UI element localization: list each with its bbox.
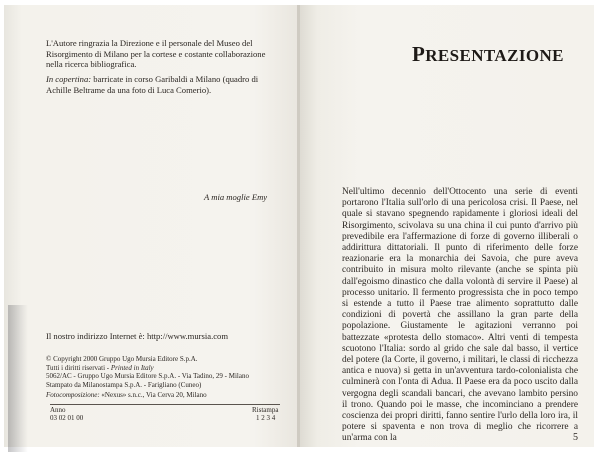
reprint-numbers: 1 2 3 4 xyxy=(256,414,276,422)
title-initial: P xyxy=(412,42,426,66)
cover-label: In copertina: xyxy=(46,74,92,84)
chapter-title xyxy=(412,42,564,67)
typesetting-label: Fotocomposizione: xyxy=(46,391,100,400)
left-page xyxy=(4,5,298,447)
title-rest: RESENTAZIONE xyxy=(425,46,564,65)
edition-rule xyxy=(50,404,280,405)
reprint-label: Ristampa xyxy=(252,406,279,414)
page-shadow xyxy=(8,305,28,452)
presentation-body: Nell'ultimo decennio dell'Ottocento una serie di eventi portarono l'Italia sull'orlo di una pericolosa crisi. Il Paese, nel quale si stavano spegnendo rapidamente i gloriosi ideali del Risorgimento, scivolava su una china il cui punto d'arrivo più prevedibile era l'affermazione di forze di governo illiberali o addirittura dittatoriali. Il punto di riferimento delle forze reazionarie era la monarchia dei Savoia, che pure aveva contribuito in misura molto rilevante (anche se spinta più dall'egoismo dinastico che dalla volontà di servire il Paese) al processo unitario. Il fermento progressista che in poco tempo si estende a tutto il Paese trae alimento soprattutto dalle condizioni di povertà che assillano la gran parte della popolazione. Giustamente le agitazioni verranno poi battezzate «protesta dello stomaco». Altri venti di tempesta scuotono l'Italia: sordo al grido che sale dal basso, il vertice del potere (la Corte, il governo, i militari, le classi di ricchezza antica e nuova) si getta in un'avventura tardo-colonialista che culminerà con l'onta di Adua. Il Paese era da poco uscito dalla vergogna degli scandali bancari, che avevano lambito persino il trono. Quando poi le masse, che incominciano a prendere coscienza dei propri diritti, fanno sentire l'urlo della loro ira, il potere si spaventa e non trova di meglio che ricorrere a un'arma con la xyxy=(342,187,578,444)
copyright-block xyxy=(46,355,286,400)
internet-address: Il nostro indirizzo Internet è: http://www.mursia.com xyxy=(46,331,229,341)
cover-credit xyxy=(46,74,278,95)
rights-line xyxy=(46,364,286,373)
acknowledgment-text: L'Autore ringrazia la Direzione e il personale del Museo del Risorgimento di Milano per la cortese e costante collaborazione nella ricerca bibliografica. xyxy=(46,38,266,70)
printed-in-italy: Printed in Italy xyxy=(110,363,154,372)
cover-text: barricate in corso Garibaldi a Milano (quadro di Achille Beltrame da una foto di Luca Comerio). xyxy=(46,74,259,95)
printer-line: Stampato da Milanostampa S.p.A. - Farigliano (Cuneo) xyxy=(46,380,202,389)
edition-years: 03 02 01 00 xyxy=(50,414,84,422)
right-page xyxy=(300,5,594,447)
copyright-line: © Copyright 2000 Gruppo Ugo Mursia Editore S.p.A. xyxy=(46,355,198,363)
year-label: Anno xyxy=(50,406,66,414)
dedication: A mia moglie Emy xyxy=(204,192,268,202)
typesetting-text: «Nexus» s.n.c., Via Cerva 20, Milano xyxy=(101,391,207,400)
rights-label: Tutti i diritti riservati - xyxy=(46,363,110,372)
print-code: 5062/AC - Gruppo Ugo Mursia Editore S.p.A. - Via Tadino, 29 - Milano xyxy=(46,372,249,381)
typesetting-line xyxy=(46,391,286,400)
page-number: 5 xyxy=(573,432,578,443)
